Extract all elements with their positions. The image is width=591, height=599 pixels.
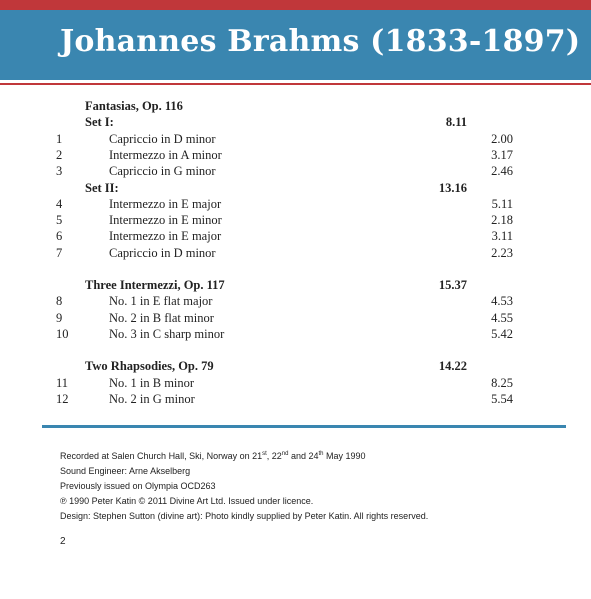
track-number: 4 [56, 196, 63, 211]
set-heading-row [0, 114, 591, 130]
track-title: No. 2 in B flat minor [109, 310, 214, 325]
copyright-notice: ℗ 1990 Peter Katin © 2011 Divine Art Ltd. Issued under licence. [60, 496, 314, 506]
page-number: 2 [60, 536, 66, 547]
section-divider [42, 425, 566, 428]
top-red-stripe [0, 0, 591, 10]
track-title: Intermezzo in A minor [109, 147, 222, 162]
credits-block [60, 449, 580, 524]
track-duration: 5.42 [491, 326, 513, 341]
track-row [0, 163, 591, 179]
track-number: 6 [56, 229, 63, 244]
track-title: Capriccio in D minor [109, 131, 216, 146]
work-heading-row [0, 277, 591, 293]
track-row [0, 212, 591, 228]
track-number: 12 [56, 391, 69, 406]
banner-red-rule [0, 83, 591, 85]
track-title: No. 3 in C sharp minor [109, 326, 225, 341]
track-title: No. 1 in E flat major [109, 294, 213, 309]
track-row [0, 293, 591, 309]
track-row [0, 147, 591, 163]
previous-issue: Previously issued on Olympia OCD263 [60, 481, 216, 491]
track-title: Intermezzo in E major [109, 196, 222, 211]
group-total-duration: 14.22 [438, 359, 467, 374]
track-title: Intermezzo in E minor [109, 213, 222, 228]
design-credit: Design: Stephen Sutton (divine art): Photo kindly supplied by Peter Katin. All rights reserved. [60, 511, 429, 521]
set-heading: Set II: [85, 180, 119, 195]
track-row [0, 310, 591, 326]
track-duration: 2.23 [491, 245, 513, 260]
track-number: 3 [56, 164, 63, 179]
track-duration: 3.17 [491, 147, 513, 162]
track-row [0, 326, 591, 342]
track-number: 9 [56, 310, 63, 325]
track-duration: 2.46 [491, 164, 513, 179]
track-title: No. 1 in B minor [109, 375, 195, 390]
track-row [0, 131, 591, 147]
track-duration: 3.11 [491, 229, 513, 244]
group-total-duration: 8.11 [445, 115, 467, 130]
work-heading-row [0, 358, 591, 374]
track-number: 8 [56, 294, 63, 309]
set-heading-row [0, 180, 591, 196]
track-duration: 5.11 [491, 196, 513, 211]
track-row [0, 228, 591, 244]
track-number: 2 [56, 147, 63, 162]
track-title: Intermezzo in E major [109, 229, 222, 244]
track-duration: 4.53 [491, 294, 513, 309]
track-title: No. 2 in G minor [109, 391, 195, 406]
track-number: 5 [56, 213, 63, 228]
track-number: 7 [56, 245, 63, 260]
work-heading: Two Rhapsodies, Op. 79 [85, 359, 214, 374]
track-row [0, 375, 591, 391]
track-number: 10 [56, 326, 69, 341]
track-duration: 5.54 [491, 391, 513, 406]
track-duration: 4.55 [491, 310, 513, 325]
work-heading: Fantasias, Op. 116 [85, 99, 183, 113]
track-number: 11 [56, 375, 69, 390]
title-banner [0, 10, 591, 80]
track-title: Capriccio in D minor [109, 245, 216, 260]
sound-engineer: Sound Engineer: Arne Akselberg [60, 466, 191, 476]
group-total-duration: 13.16 [438, 180, 467, 195]
track-row [0, 196, 591, 212]
track-duration: 8.25 [491, 375, 513, 390]
track-row [0, 245, 591, 261]
page-title: Johannes Brahms (1833-1897) [60, 24, 581, 59]
track-number: 1 [56, 131, 63, 146]
work-heading-row [0, 98, 591, 114]
group-total-duration: 15.37 [438, 278, 467, 292]
track-duration: 2.18 [491, 213, 513, 228]
track-title: Capriccio in G minor [109, 164, 216, 179]
set-heading: Set I: [85, 115, 114, 130]
track-duration: 2.00 [491, 131, 513, 146]
recording-location: Recorded at Salen Church Hall, Ski, Norway on 21st, 22nd and 24th May 1990 [60, 451, 366, 461]
work-heading: Three Intermezzi, Op. 117 [85, 278, 225, 292]
track-row [0, 391, 591, 407]
